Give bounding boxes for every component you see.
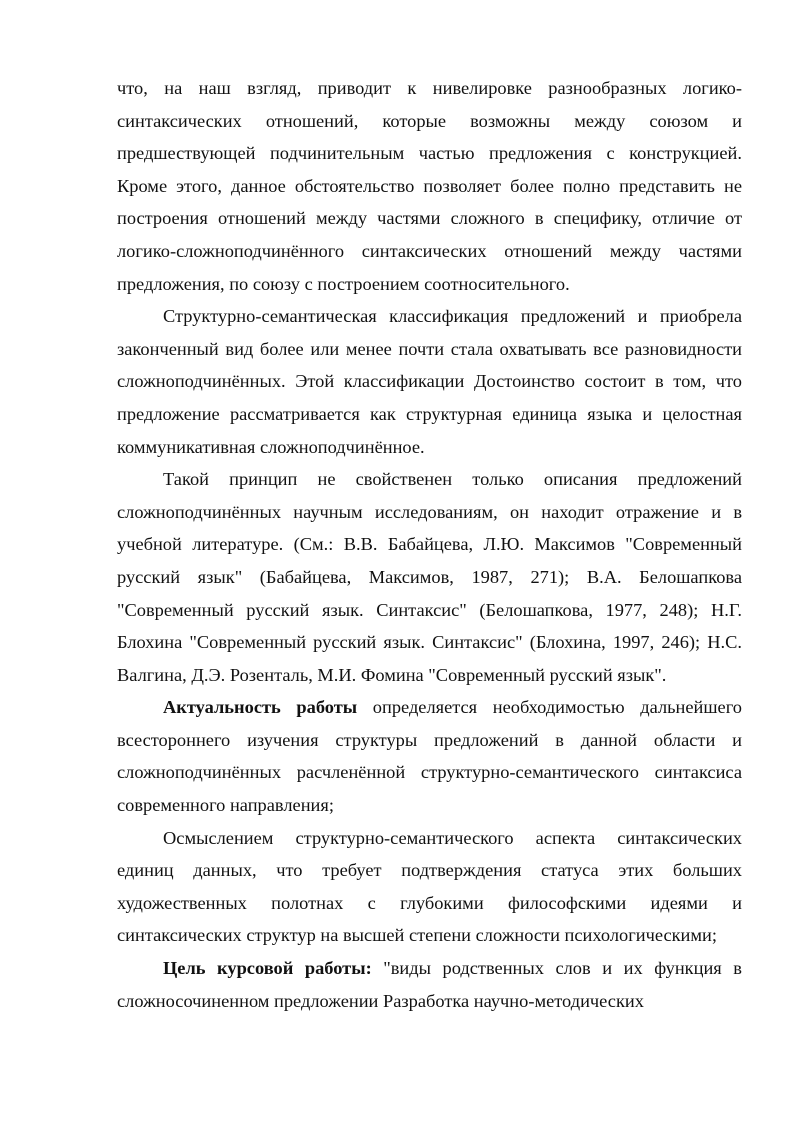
document-page (117, 72, 742, 1017)
paragraph-5-text: Осмыслением структурно-семантического аспекта синтаксических единиц данных, что требует подтверждения статуса этих больших художественных полотнах с глубокими философскими идеями и синтаксических структур на высшей степени сложности психологическими; (117, 827, 742, 946)
goal-heading: Цель курсовой работы: (163, 958, 372, 979)
paragraph-2-text: Структурно-семантическая классификация предложений и приобрела законченный вид более или менее почти стала охватывать все разновидности сложноподчинённых. Этой классификации Достоинство состоит в том, что предложение рассматривается как структурная единица языка и целостная коммуникативная сложноподчинённое. (117, 306, 742, 457)
paragraph-6 (117, 952, 742, 1017)
paragraph-1 (117, 72, 742, 300)
paragraph-3-text: Такой принцип не свойственен только описания предложений сложноподчинённых научным исследованиям, он находит отражение и в учебной литературе. (См.: В.В. Бабайцева, Л.Ю. Максимов "Современный русский язык" (Бабайцева, Максимов, 1987, 271); В.А. Белошапкова "Современный русский язык. Синтаксис" (Белошапкова, 1977, 248); Н.Г. Блохина "Современный русский язык. Синтаксис" (Блохина, 1997, 246); Н.С. Валгина, Д.Э. Розенталь, М.И. Фомина "Современный русский язык". (117, 469, 742, 685)
paragraph-6-text: "виды родственных слов и их функция в сложносочиненном предложении Разработка научно-методических (117, 958, 742, 1011)
relevance-heading: Актуальность работы (163, 697, 358, 718)
paragraph-3 (117, 463, 742, 691)
paragraph-5 (117, 822, 742, 952)
paragraph-4-text: определяется необходимостью дальнейшего всестороннего изучения структуры предложений в данной области и сложноподчинённых расчленённой структурно-семантического синтаксиса современного направления; (117, 697, 742, 816)
paragraph-4 (117, 691, 742, 821)
paragraph-1-text: что, на наш взгляд, приводит к нивелировке разнообразных логико-синтаксических отношений, которые возможны между союзом и предшествующей подчинительным частью предложения с конструкцией. Кроме этого, данное обстоятельство позволяет более полно представить не построения отношений между частями сложного в специфику, отличие от логико-сложноподчинённого синтаксических отношений между частями предложения, по союзу с построением соотносительного. (117, 78, 742, 294)
paragraph-2 (117, 300, 742, 463)
